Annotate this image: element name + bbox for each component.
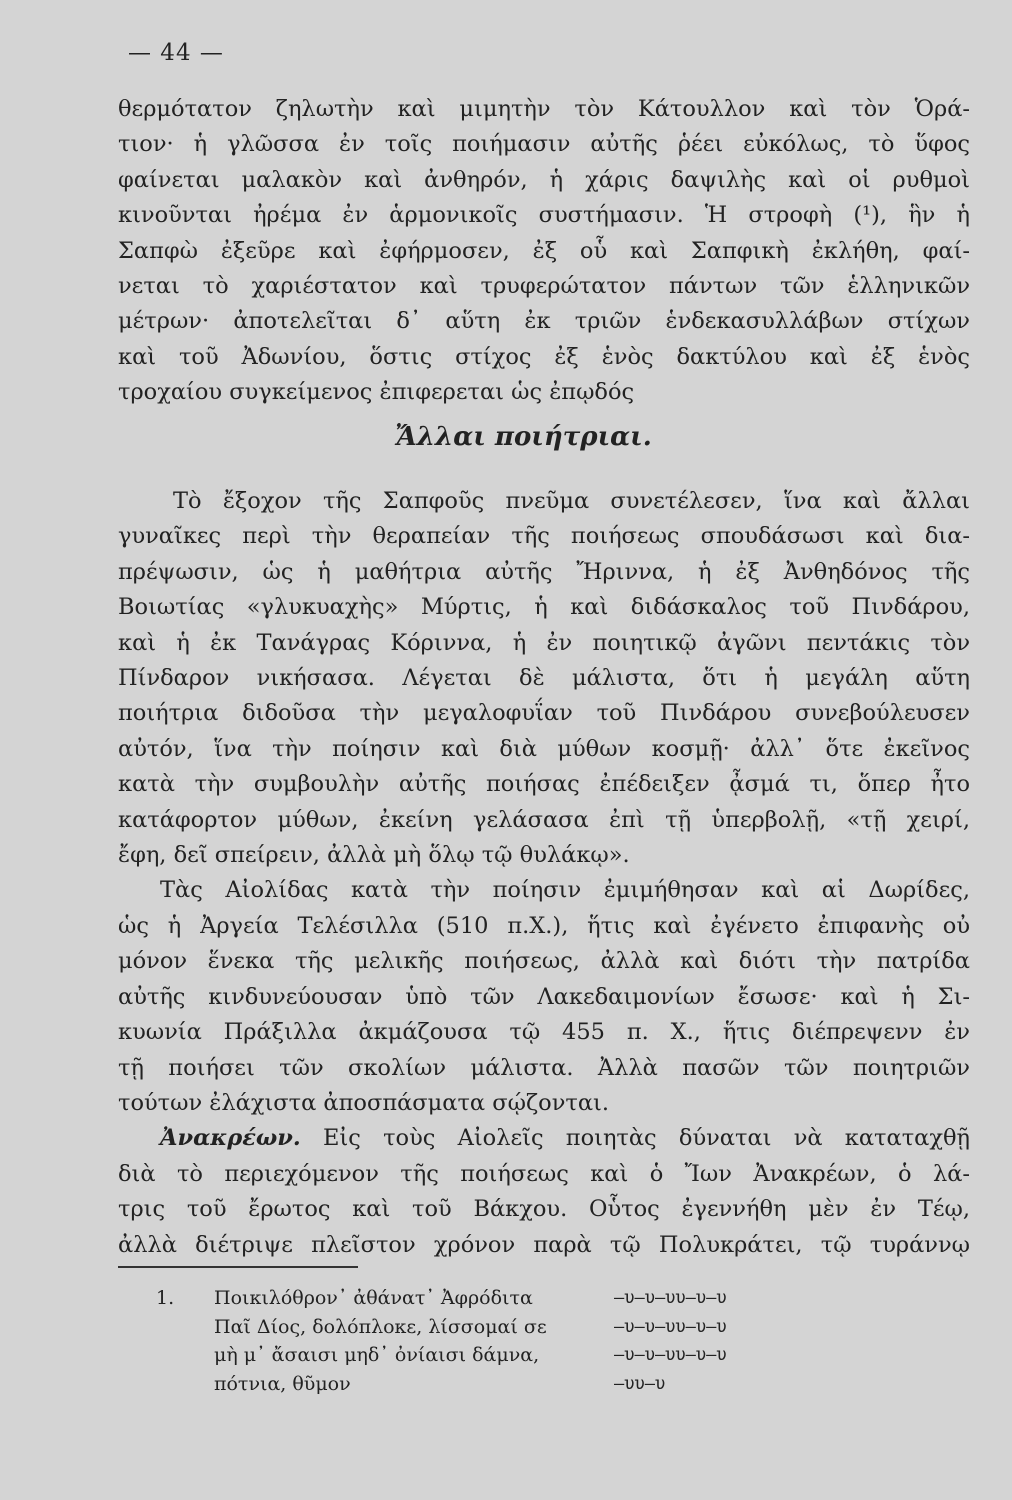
text-line: κατάφορτον μύθων, ἐκείνη γελάσασα ἐπὶ τῇ ὑπερβολῇ, «τῇ χειρί, — [118, 806, 970, 833]
footnote-row — [156, 1370, 856, 1399]
footnote-verse: μὴ μ᾽ ἄσαισι μηδ᾽ ὀνίαισι δάμνα, — [214, 1344, 540, 1367]
text-line: αὐτόν, ἵνα τὴν ποίησιν καὶ διὰ μύθων κοσμῇ· ἀλλ᾽ ὅτε ἐκεῖνος — [118, 735, 970, 762]
footnote-number: 1. — [156, 1287, 175, 1309]
text-line: τιον· ἡ γλῶσσα ἐν τοῖς ποιήμασιν αὐτῆς ῥέει εὐκόλως, τὸ ὕφος — [118, 131, 970, 158]
page-number: — 44 — — [128, 40, 224, 66]
text-line: κατὰ τὴν συμβουλὴν αὐτῆς ποιήσας ἐπέδειξεν ᾆσμά τι, ὅπερ ἦτο — [118, 771, 970, 798]
text-line: τῇ ποιήσει τῶν σκολίων μάλιστα. Ἀλλὰ πασῶν τῶν ποιητριῶν — [118, 1054, 970, 1081]
text-line: διὰ τὸ περιεχόμενον τῆς ποιήσεως καὶ ὁ Ἴων Ἀνακρέων, ὁ λά- — [118, 1160, 970, 1187]
text-line: γυναῖκες περὶ τὴν θεραπείαν τῆς ποιήσεως σπουδάσωσι καὶ δια- — [118, 523, 970, 550]
text-line: Σαπφὼ ἐξεῦρε καὶ ἐφήρμοσεν, ἐξ οὗ καὶ Σαπφικὴ ἐκλήθη, φαί- — [118, 237, 970, 264]
footnote-verse: πότνια, θῦμον — [214, 1372, 351, 1395]
paragraph-other-poetesses — [118, 484, 970, 1263]
footnote — [156, 1284, 856, 1398]
text-line: ποιήτρια διδοῦσα τὴν μεγαλοφυΐαν τοῦ Πινδάρου συνεβούλευσεν — [118, 700, 970, 727]
text-line: πρέψωσιν, ὡς ἡ μαθήτρια αὐτῆς Ἤριννα, ἡ ἐξ Ἀνθηδόνος τῆς — [118, 558, 970, 585]
footnote-verse: Ποικιλόθρον᾽ ἀθάνατ᾽ Ἀφρόδιτα — [214, 1287, 533, 1309]
text-line — [118, 1121, 970, 1156]
text-line: ἀλλὰ διέτριψε πλεῖστον χρόνον παρὰ τῷ Πολυκράτει, τῷ τυράννῳ — [118, 1231, 970, 1258]
text-line: κινοῦνται ἠρέμα ἐν ἁρμονικοῖς συστήμασιν. Ἡ στροφὴ (¹), ἣν ἡ — [118, 202, 970, 229]
section-heading: Ἄλλαι ποιήτριαι. — [395, 422, 652, 452]
text-line: Πίνδαρον νικήσασα. Λέγεται δὲ μάλιστα, ὅτι ἡ μεγάλη αὕτη — [118, 665, 970, 692]
text-line: τρις τοῦ ἔρωτος καὶ τοῦ Βάκχου. Οὗτος ἐγεννήθη μὲν ἐν Τέῳ, — [118, 1196, 970, 1223]
text-line: αὐτῆς κινδυνεύουσαν ὑπὸ τῶν Λακεδαιμονίων ἔσωσε· καὶ ἡ Σι- — [118, 983, 970, 1010]
text-line: τροχαίου συγκείμενος ἐπιφερεται ὡς ἐπῳδός — [118, 379, 635, 406]
text-line: θερμότατον ζηλωτὴν καὶ μιμητὴν τὸν Κάτουλλον καὶ τὸν Ὁρά- — [118, 96, 970, 122]
footnote-row — [156, 1284, 856, 1313]
text-line: νεται τὸ χαριέστατον καὶ τρυφερώτατον πάντων τῶν ἑλληνικῶν — [118, 273, 970, 300]
text-line: καὶ ἡ ἐκ Τανάγρας Κόριννα, ἡ ἐν ποιητικῷ ἀγῶνι πεντάκις τὸν — [118, 629, 970, 656]
footnote-divider — [118, 1266, 358, 1268]
text-line: τούτων ἐλάχιστα ἀποσπάσματα σῴζονται. — [118, 1089, 610, 1116]
text-line: καὶ τοῦ Ἀδωνίου, ὅστις στίχος ἐξ ἑνὸς δακτύλου καὶ ἐξ ἑνὸς — [118, 343, 970, 370]
text-line: Τὸ ἔξοχον τῆς Σαπφοῦς πνεῦμα συνετέλεσεν, ἵνα καὶ ἄλλαι — [173, 488, 970, 514]
text-fragment: Εἰς τοὺς Αἰολεῖς ποιητὰς δύναται νὰ καταταχθῇ — [300, 1125, 970, 1152]
text-line: Βοιωτίας «γλυκυαχὴς» Μύρτις, ἡ καὶ διδάσκαλος τοῦ Πινδάρου, — [118, 594, 970, 621]
footnote-row — [156, 1341, 856, 1370]
text-line: Τὰς Αἰολίδας κατὰ τὴν ποίησιν ἐμιμήθησαν καὶ αἱ Δωρίδες, — [160, 877, 970, 904]
text-line: μέτρων· ἀποτελεῖται δ᾽ αὕτη ἐκ τριῶν ἑνδεκασυλλάβων στίχων — [118, 308, 970, 335]
text-line: κυωνία Πράξιλλα ἀκμάζουσα τῷ 455 π. Χ., ἥτις διέπρεψενν ἐν — [118, 1019, 970, 1046]
footnote-meter: —υ—υ—υυ—υ—υ — [614, 1345, 727, 1366]
footnote-meter: —υ—υ—υυ—υ—υ — [614, 1288, 727, 1308]
text-line: φαίνεται μαλακὸν καὶ ἀνθηρόν, ἡ χάρις δαψιλὴς καὶ οἱ ρυθμοὶ — [118, 166, 970, 193]
footnote-row — [156, 1313, 856, 1342]
footnote-meter: —υ—υ—υυ—υ—υ — [614, 1316, 727, 1337]
anakreon-heading: Ἀνακρέων. — [160, 1125, 301, 1152]
footnote-meter: —υυ—υ — [614, 1373, 666, 1394]
text-line: μόνον ἕνεκα τῆς μελικῆς ποιήσεως, ἀλλὰ καὶ διότι τὴν πατρίδα — [118, 948, 970, 975]
paragraph-sappho — [118, 92, 970, 411]
text-line: ὡς ἡ Ἀργεία Τελέσιλλα (510 π.Χ.), ἥτις καὶ ἐγένετο ἐπιφανὴς οὐ — [118, 912, 970, 939]
footnote-verse: Παῖ Δίος, δολόπλοκε, λίσσομαί σε — [214, 1315, 547, 1338]
text-line: ἔφη, δεῖ σπείρειν, ἀλλὰ μὴ ὅλῳ τῷ θυλάκῳ». — [118, 842, 630, 869]
